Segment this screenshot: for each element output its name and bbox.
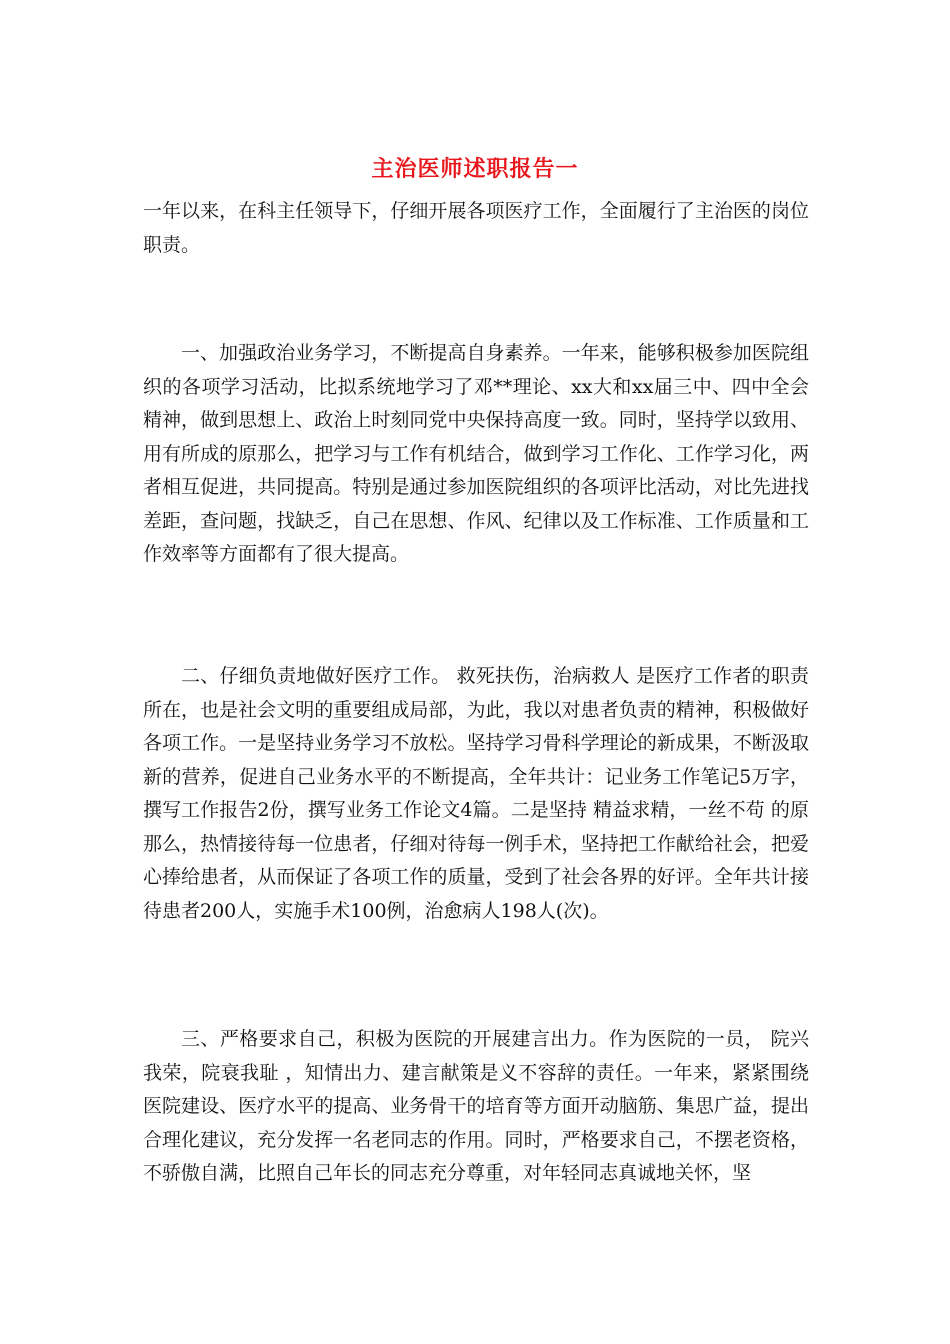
paragraph-2: 二、仔细负责地做好医疗工作。 救死扶伤，治病救人 是医疗工作者的职责所在，也是社会文明的重要组成局部，为此，我以对患者负责的精神，积极做好各项工作。一是坚持业务学习不放松。坚持学习骨科学理论的新成果，不断汲取新的营养，促进自己业务水平的不断提高，全年共计：记业务工作笔记5万字，撰写工作报告2份，撰写业务工作论文4篇。二是坚持 精益求精，一丝不苟 的原那么，热情接待每一位患者，仔细对待每一例手术，坚持把工作献给社会，把爱心捧给患者，从而保证了各项工作的质量，受到了社会各界的好评。全年共计接待患者200人，实施手术100例，治愈病人198人(次)。 — [143, 665, 809, 922]
paragraph-3: 三、严格要求自己，积极为医院的开展建言出力。作为医院的一员， 院兴我荣，院衰我耻 ，知情出力、建言献策是义不容辞的责任。一年来，紧紧围绕医院建设、医疗水平的提高、业务骨干的培育等方面开动脑筋、集思广益，提出合理化建议，充分发挥一名老同志的作用。同时，严格要求自己，不摆老资格，不骄傲自满，比照自己年长的同志充分尊重，对年轻同志真诚地关怀，坚 — [143, 1028, 809, 1184]
paragraph-1: 一、加强政治业务学习，不断提高自身素养。一年来，能够积极参加医院组织的各项学习活动，比拟系统地学习了邓**理论、xx大和xx届三中、四中全会精神，做到思想上、政治上时刻同党中央保持高度一致。同时，坚持学以致用、用有所成的原那么，把学习与工作有机结合，做到学习工作化、工作学习化，两者相互促进，共同提高。特别是通过参加医院组织的各项评比活动，对比先进找差距，查问题，找缺乏，自己在思想、作风、纪律以及工作标准、工作质量和工作效率等方面都有了很大提高。 — [143, 342, 809, 565]
intro-paragraph: 一年以来，在科主任领导下，仔细开展各项医疗工作，全面履行了主治医的岗位职责。 — [143, 200, 809, 256]
document-title: 主治医师述职报告一 — [371, 156, 579, 182]
